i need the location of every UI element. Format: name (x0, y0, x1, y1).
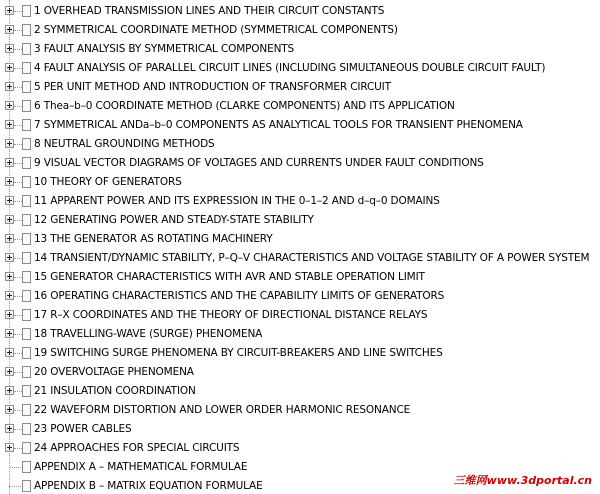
tree-item-label: 15 GENERATOR CHARACTERISTICS WITH AVR AND STABLE OPERATION LIMIT (34, 271, 425, 283)
tree-branch-line (14, 220, 22, 222)
tree-branch-line (14, 68, 22, 70)
tree-branch-line (14, 239, 22, 241)
bookmark-page-icon (22, 366, 31, 378)
bookmark-page-icon (22, 404, 31, 416)
tree-branch-line (14, 182, 22, 184)
tree-item[interactable] (0, 401, 600, 420)
tree-item-label: 13 THE GENERATOR AS ROTATING MACHINERY (34, 233, 273, 245)
tree-item-label: 23 POWER CABLES (34, 423, 132, 435)
tree-branch-line (14, 372, 22, 374)
bookmark-page-icon (22, 480, 31, 492)
tree-item-label: 14 TRANSIENT/DYNAMIC STABILITY, P–Q–V CHARACTERISTICS AND VOLTAGE STABILITY OF A POWER SYSTEM (34, 252, 590, 264)
tree-item[interactable] (0, 97, 600, 116)
tree-item-label: 18 TRAVELLING-WAVE (SURGE) PHENOMENA (34, 328, 263, 340)
bookmark-page-icon (22, 252, 31, 264)
tree-item[interactable] (0, 287, 600, 306)
bookmark-page-icon (22, 5, 31, 17)
tree-item-label: 4 FAULT ANALYSIS OF PARALLEL CIRCUIT LINES (INCLUDING SIMULTANEOUS DOUBLE CIRCUIT FAULT) (34, 62, 546, 74)
expand-plus-icon[interactable] (5, 101, 14, 110)
bookmark-page-icon (22, 100, 31, 112)
bookmark-page-icon (22, 385, 31, 397)
tree-branch-line (14, 429, 22, 431)
expand-plus-icon[interactable] (5, 291, 14, 300)
bookmark-page-icon (22, 43, 31, 55)
tree-branch-line (14, 87, 22, 89)
expand-plus-icon[interactable] (5, 139, 14, 148)
bookmark-page-icon (22, 461, 31, 473)
tree-item[interactable] (0, 230, 600, 249)
tree-item-label: 3 FAULT ANALYSIS BY SYMMETRICAL COMPONENTS (34, 43, 295, 55)
tree-item-label: 11 APPARENT POWER AND ITS EXPRESSION IN THE 0–1–2 AND d–q–0 DOMAINS (34, 195, 440, 207)
tree-branch-line (14, 163, 22, 165)
expand-plus-icon[interactable] (5, 44, 14, 53)
bookmark-page-icon (22, 157, 31, 169)
bookmark-page-icon (22, 195, 31, 207)
bookmark-page-icon (22, 176, 31, 188)
expand-plus-icon[interactable] (5, 310, 14, 319)
tree-item-label: 5 PER UNIT METHOD AND INTRODUCTION OF TRANSFORMER CIRCUIT (34, 81, 391, 93)
tree-item[interactable] (0, 439, 600, 458)
tree-item[interactable] (0, 344, 600, 363)
tree-branch-line (9, 467, 23, 469)
tree-item[interactable] (0, 420, 600, 439)
bookmark-page-icon (22, 271, 31, 283)
tree-item-label: 21 INSULATION COORDINATION (34, 385, 196, 397)
expand-plus-icon[interactable] (5, 367, 14, 376)
expand-plus-icon[interactable] (5, 386, 14, 395)
expand-plus-icon[interactable] (5, 329, 14, 338)
tree-item-label: 8 NEUTRAL GROUNDING METHODS (34, 138, 215, 150)
tree-item[interactable] (0, 325, 600, 344)
expand-plus-icon[interactable] (5, 272, 14, 281)
expand-plus-icon[interactable] (5, 196, 14, 205)
bookmark-page-icon (22, 138, 31, 150)
tree-item-label: 19 SWITCHING SURGE PHENOMENA BY CIRCUIT-BREAKERS AND LINE SWITCHES (34, 347, 443, 359)
tree-item[interactable] (0, 268, 600, 287)
tree-branch-line (14, 353, 22, 355)
tree-item[interactable] (0, 249, 600, 268)
expand-plus-icon[interactable] (5, 158, 14, 167)
tree-branch-line (14, 315, 22, 317)
tree-item[interactable] (0, 173, 600, 192)
tree-branch-line (14, 258, 22, 260)
tree-item-label: 9 VISUAL VECTOR DIAGRAMS OF VOLTAGES AND CURRENTS UNDER FAULT CONDITIONS (34, 157, 484, 169)
expand-plus-icon[interactable] (5, 405, 14, 414)
tree-item-label: 24 APPROACHES FOR SPECIAL CIRCUITS (34, 442, 240, 454)
expand-plus-icon[interactable] (5, 443, 14, 452)
tree-branch-line (14, 277, 22, 279)
tree-item[interactable] (0, 306, 600, 325)
bookmark-page-icon (22, 81, 31, 93)
tree-branch-line (14, 106, 22, 108)
tree-item[interactable] (0, 135, 600, 154)
tree-item-label: 10 THEORY OF GENERATORS (34, 176, 182, 188)
expand-plus-icon[interactable] (5, 253, 14, 262)
tree-branch-line (14, 410, 22, 412)
tree-item[interactable] (0, 192, 600, 211)
tree-item[interactable] (0, 59, 600, 78)
tree-branch-line (14, 296, 22, 298)
bookmark-page-icon (22, 119, 31, 131)
expand-plus-icon[interactable] (5, 348, 14, 357)
bookmark-page-icon (22, 328, 31, 340)
tree-item-label: 12 GENERATING POWER AND STEADY-STATE STABILITY (34, 214, 314, 226)
tree-item-label: 16 OPERATING CHARACTERISTICS AND THE CAPABILITY LIMITS OF GENERATORS (34, 290, 445, 302)
bookmark-page-icon (22, 214, 31, 226)
expand-plus-icon[interactable] (5, 6, 14, 15)
expand-plus-icon[interactable] (5, 424, 14, 433)
bookmark-page-icon (22, 442, 31, 454)
tree-branch-line (14, 448, 22, 450)
expand-plus-icon[interactable] (5, 120, 14, 129)
tree-item-label: 6 Thea–b–0 COORDINATE METHOD (CLARKE COMPONENTS) AND ITS APPLICATION (34, 100, 455, 112)
tree-branch-line (14, 125, 22, 127)
tree-branch-line (14, 334, 22, 336)
tree-item-label: 7 SYMMETRICAL ANDa–b–0 COMPONENTS AS ANALYTICAL TOOLS FOR TRANSIENT PHENOMENA (34, 119, 523, 131)
tree-item[interactable] (0, 211, 600, 230)
bookmark-page-icon (22, 290, 31, 302)
tree-branch-line (14, 49, 22, 51)
bookmark-page-icon (22, 62, 31, 74)
bookmark-page-icon (22, 423, 31, 435)
watermark: 三维网www.3dportal.cn (453, 474, 592, 487)
tree-item[interactable] (0, 78, 600, 97)
tree-item[interactable] (0, 154, 600, 173)
tree-item-label: 20 OVERVOLTAGE PHENOMENA (34, 366, 194, 378)
tree-item[interactable] (0, 363, 600, 382)
bookmark-page-icon (22, 24, 31, 36)
tree-item[interactable] (0, 116, 600, 135)
tree-item[interactable] (0, 382, 600, 401)
tree-item-label: 17 R–X COORDINATES AND THE THEORY OF DIRECTIONAL DISTANCE RELAYS (34, 309, 428, 321)
tree-branch-line (14, 144, 22, 146)
tree-branch-line (14, 11, 22, 13)
expand-plus-icon[interactable] (5, 215, 14, 224)
expand-plus-icon[interactable] (5, 82, 14, 91)
tree-item-label: 22 WAVEFORM DISTORTION AND LOWER ORDER HARMONIC RESONANCE (34, 404, 411, 416)
tree-item-label: 1 OVERHEAD TRANSMISSION LINES AND THEIR CIRCUIT CONSTANTS (34, 5, 385, 17)
tree-branch-line (14, 391, 22, 393)
expand-plus-icon[interactable] (5, 25, 14, 34)
expand-plus-icon[interactable] (5, 234, 14, 243)
tree-item-label: APPENDIX A – MATHEMATICAL FORMULAE (34, 461, 248, 473)
tree-branch-line (14, 30, 22, 32)
tree-item[interactable] (0, 2, 600, 21)
expand-plus-icon[interactable] (5, 177, 14, 186)
expand-plus-icon[interactable] (5, 63, 14, 72)
tree-item-label: 2 SYMMETRICAL COORDINATE METHOD (SYMMETRICAL COMPONENTS) (34, 24, 398, 36)
bookmark-page-icon (22, 347, 31, 359)
bookmark-page-icon (22, 309, 31, 321)
tree-item[interactable] (0, 40, 600, 59)
tree-item[interactable] (0, 21, 600, 40)
bookmark-page-icon (22, 233, 31, 245)
tree-branch-line (9, 486, 23, 488)
tree-branch-line (14, 201, 22, 203)
tree-item-label: APPENDIX B – MATRIX EQUATION FORMULAE (34, 480, 263, 492)
